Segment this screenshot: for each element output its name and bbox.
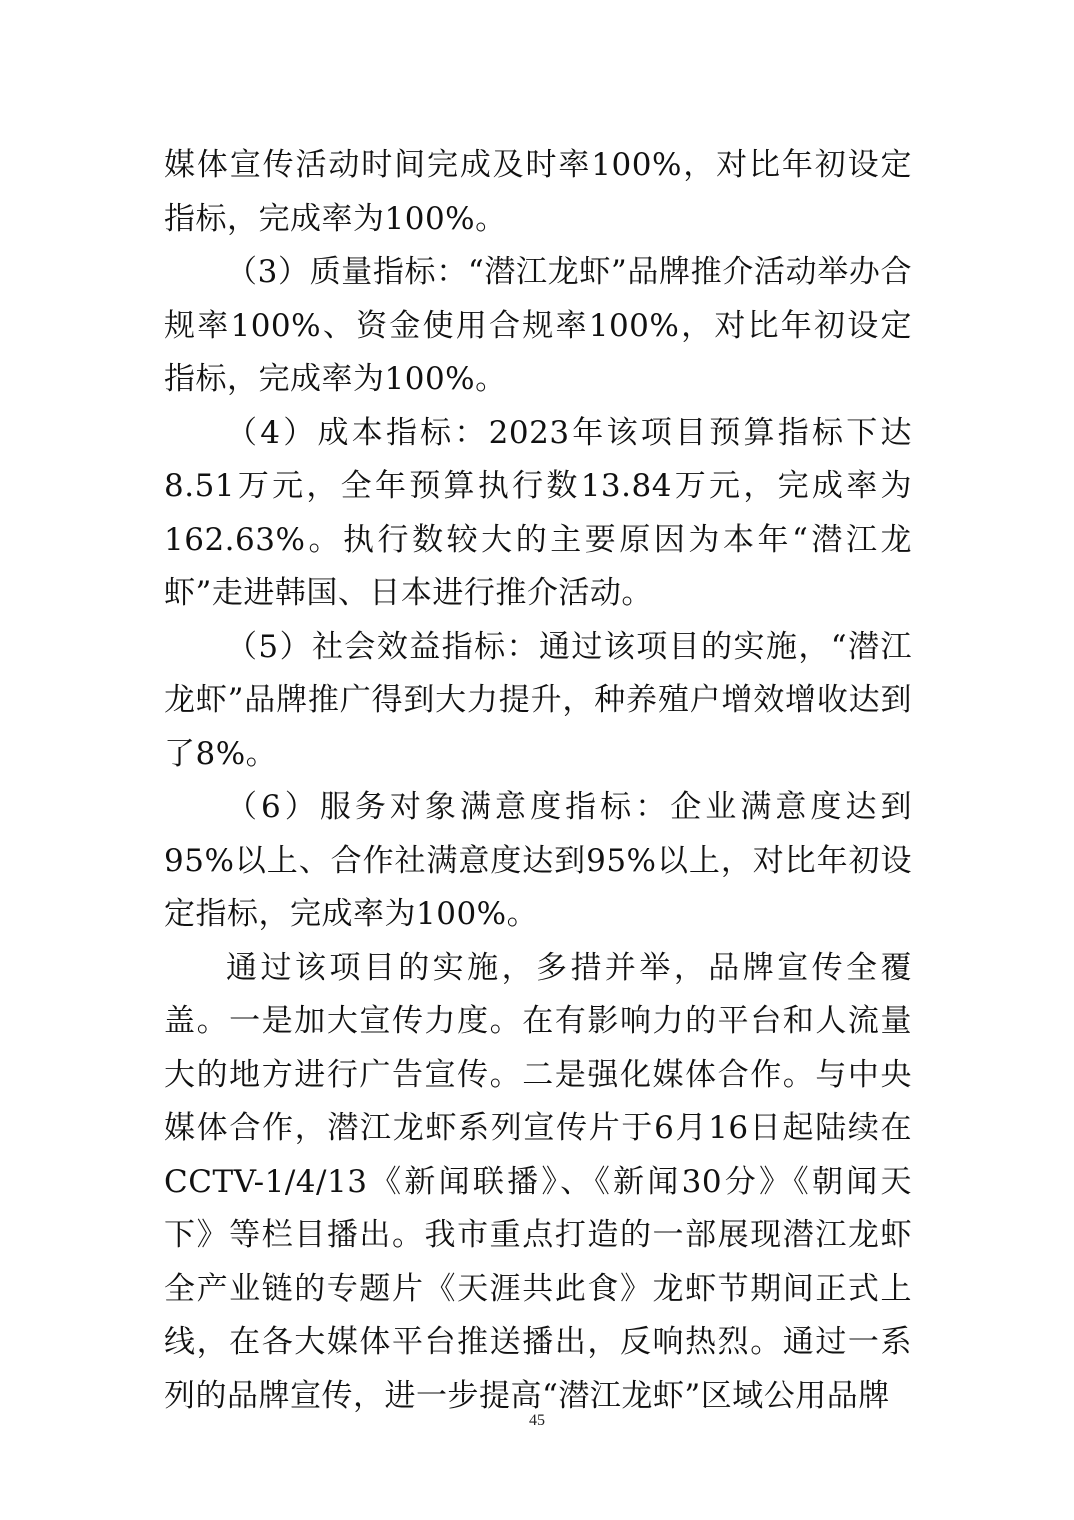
paragraph-quality-indicator: （3）质量指标：“潜江龙虾”品牌推介活动举办合规率100%、资金使用合规率100%，对比年初设定指标，完成率为100%。 (164, 254, 912, 397)
paragraph-cost-indicator: （4）成本指标：2023年该项目预算指标下达8.51万元，全年预算执行数13.84万元，完成率为162.63%。执行数较大的主要原因为本年“潜江龙虾”走进韩国、日本进行推介活动。 (164, 414, 912, 611)
body-text (164, 139, 912, 1423)
page-number: 45 (529, 1412, 545, 1429)
paragraph-social-benefit-indicator: （5）社会效益指标：通过该项目的实施，“潜江龙虾”品牌推广得到大力提升，种养殖户增效增收达到了8%。 (164, 628, 912, 772)
paragraph-project-summary: 通过该项目的实施，多措并举，品牌宣传全覆盖。一是加大宣传力度。在有影响力的平台和人流量大的地方进行广告宣传。二是强化媒体合作。与中央媒体合作，潜江龙虾系列宣传片于6月16日起陆续在CCTV-1/4/13《新闻联播》、《新闻30分》《朝闻天下》等栏目播出。我市重点打造的一部展现潜江龙虾全产业链的专题片《天涯共此食》龙虾节期间正式上线，在各大媒体平台推送播出，反响热烈。通过一系列的品牌宣传，进一步提高“潜江龙虾”区域公用品牌 (164, 949, 912, 1414)
paragraph-satisfaction-indicator: （6）服务对象满意度指标：企业满意度达到95%以上、合作社满意度达到95%以上，对比年初设定指标，完成率为100%。 (164, 789, 912, 932)
paragraph-timeliness-continuation: 媒体宣传活动时间完成及时率100%，对比年初设定指标，完成率为100%。 (164, 147, 912, 237)
